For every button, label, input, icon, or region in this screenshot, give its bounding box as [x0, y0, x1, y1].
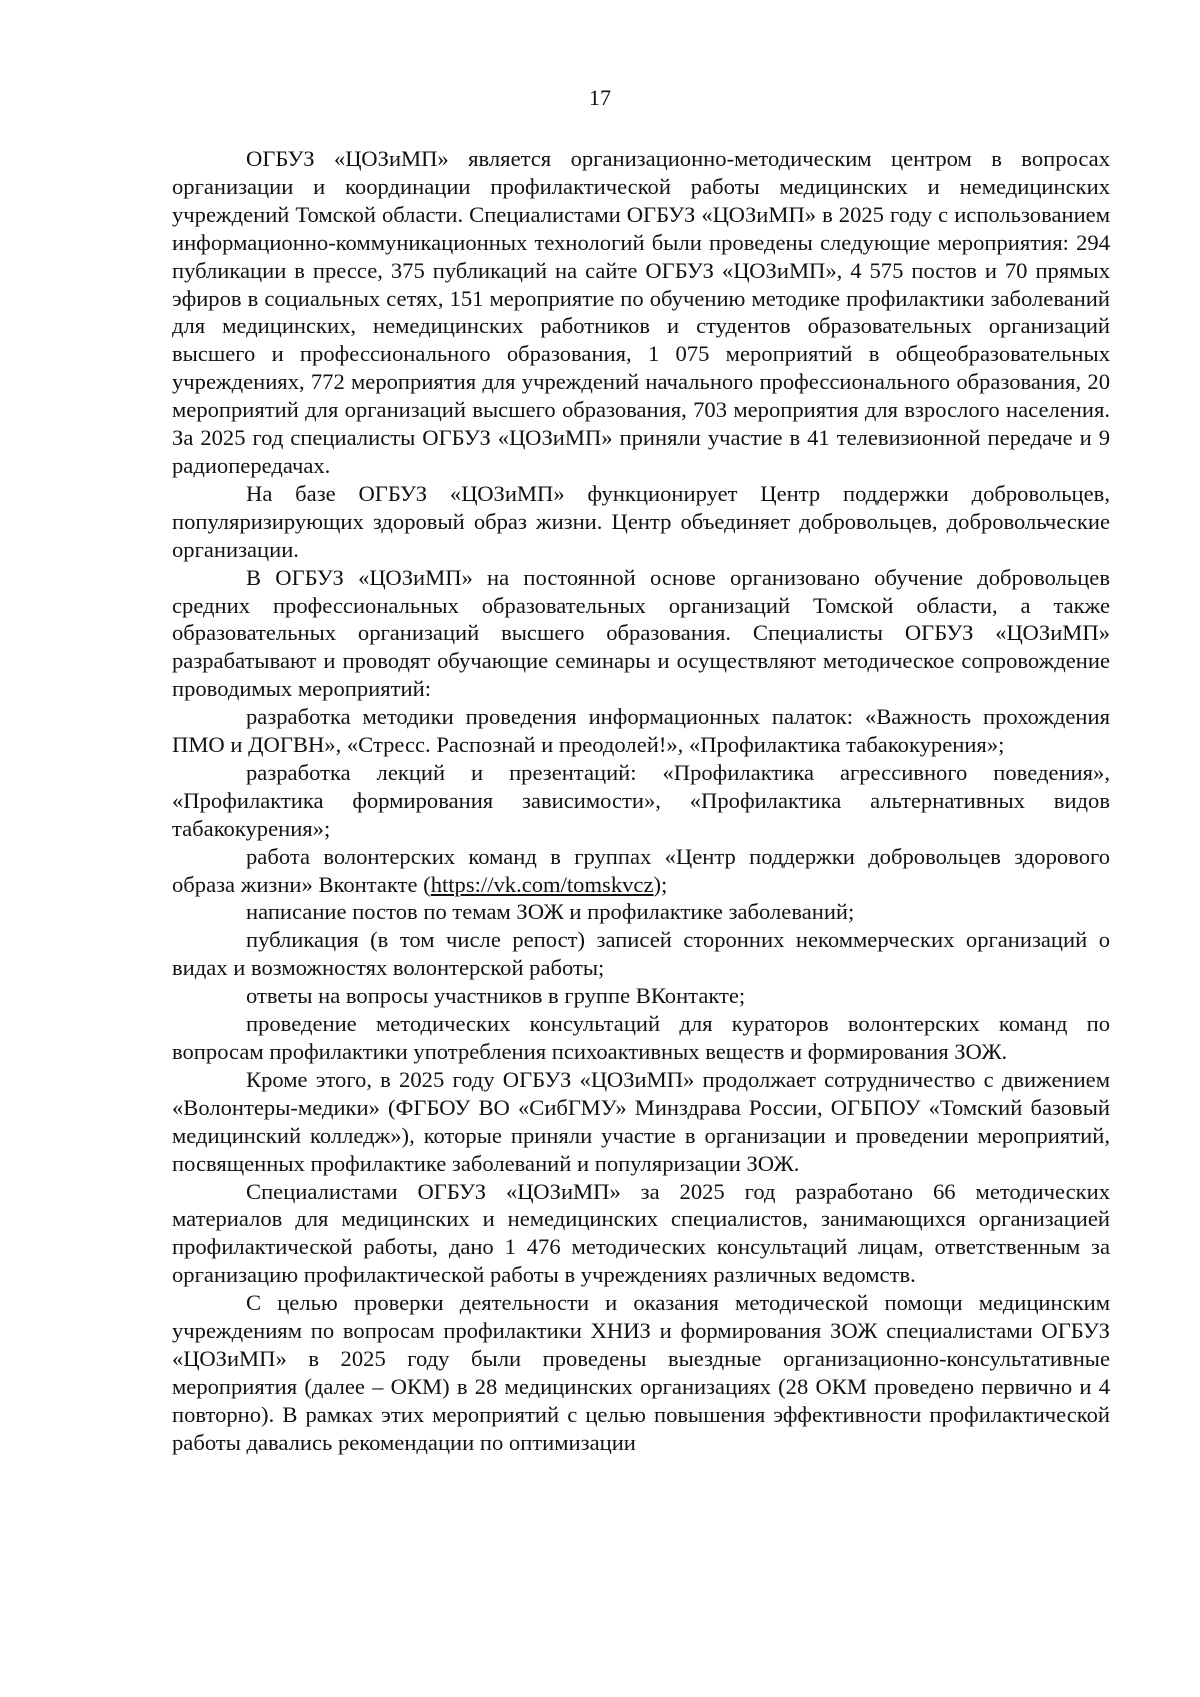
vk-group-link[interactable]: https://vk.com/tomskvcz — [430, 871, 654, 897]
list-item-lectures: разработка лекций и презентаций: «Профилактика агрессивного поведения», «Профилактика формирования зависимости», «Профилактика альтернативных видов табакокурения»; — [172, 759, 1110, 841]
list-item-answers: ответы на вопросы участников в группе ВКонтакте; — [246, 983, 746, 1009]
list-item-consultations: проведение методических консультаций для кураторов волонтерских команд по вопросам профилактики употребления психоактивных веществ и формирования ЗОЖ. — [172, 1011, 1110, 1064]
paragraph-volunteer-training: В ОГБУЗ «ЦОЗиМП» на постоянной основе организовано обучение добровольцев средних профессиональных образовательных организаций Томской области, а также образовательных организаций высшего образования. Специалисты ОГБУЗ «ЦОЗиМП» разрабатывают и проводят обучающие семинары и осуществляют методическое сопровождение проводимых мероприятий: — [172, 564, 1110, 702]
paragraph-volunteers-medics: Кроме этого, в 2025 году ОГБУЗ «ЦОЗиМП» продолжает сотрудничество с движением «Волонтеры-медики» (ФГБОУ ВО «СибГМУ» Минздрава России, ОГБПОУ «Томский базовый медицинский колледж»), которые приняли участие в организации и проведении мероприятий, посвященных профилактике заболеваний и популяризации ЗОЖ. — [172, 1066, 1110, 1176]
list-item-posts: написание постов по темам ЗОЖ и профилактике заболеваний; — [246, 899, 855, 925]
paragraph-ict-activities: ОГБУЗ «ЦОЗиМП» является организационно-методическим центром в вопросах организации и координации профилактической работы медицинских и немедицинских учреждений Томской области. Специалистами ОГБУЗ «ЦОЗиМП» в 2025 году с использованием информационно-коммуникационных технологий были проведены следующие мероприятия: 294 публикации в прессе, 375 публикаций на сайте ОГБУЗ «ЦОЗиМП», 4 575 постов и 70 прямых эфиров в социальных сетях, 151 мероприятие по обучению методике профилактики заболеваний для медицинских, немедицинских работников и студентов образовательных организаций высшего и профессионального образования, 1 075 мероприятий в общеобразовательных учреждениях, 772 мероприятия для учреждений начального профессионального образования, 20 мероприятий для организаций высшего образования, 703 мероприятия для взрослого населения. За 2025 год специалисты ОГБУЗ «ЦОЗиМП» приняли участие в 41 телевизионной передаче и 9 радиопередачах. — [172, 146, 1110, 478]
list-item-reposts: публикация (в том числе репост) записей сторонних некоммерческих организаций о видах и возможностях волонтерской работы; — [172, 927, 1110, 981]
paragraph-okm: С целью проверки деятельности и оказания методической помощи медицинским учреждениям по вопросам профилактики ХНИЗ и формирования ЗОЖ специалистами ОГБУЗ «ЦОЗиМП» в 2025 году были проведены выездные организационно-консультативные мероприятия (далее – ОКМ) в 28 медицинских организациях (28 ОКМ проведено первично и 4 повторно). В рамках этих мероприятий с целью повышения эффективности профилактической работы давались рекомендации по оптимизации — [172, 1290, 1110, 1455]
list-item-info-tents: разработка методики проведения информационных палаток: «Важность прохождения ПМО и ДОГВН», «Стресс. Распознай и преодолей!», «Профилактика табакокурения»; — [172, 704, 1110, 758]
list-item-volunteer-teams — [172, 843, 1110, 899]
volunteer-teams-text-end: ); — [653, 871, 668, 897]
paragraph-methodical-materials: Специалистами ОГБУЗ «ЦОЗиМП» за 2025 год разработано 66 методических материалов для медицинских и немедицинских специалистов, занимающихся организацией профилактической работы, дано 1 476 методических консультаций лицам, ответственным за организацию профилактической работы в учреждениях различных ведомств. — [172, 1178, 1110, 1288]
document-body — [172, 145, 1110, 1457]
paragraph-volunteer-center: На базе ОГБУЗ «ЦОЗиМП» функционирует Центр поддержки добровольцев, популяризирующих здоровый образ жизни. Центр объединяет добровольцев, добровольческие организации. — [172, 480, 1110, 562]
volunteer-teams-text: работа волонтерских команд в группах «Центр поддержки добровольцев здорового образа жизни» Вконтакте ( — [172, 843, 1110, 897]
page-number: 17 — [589, 85, 611, 110]
